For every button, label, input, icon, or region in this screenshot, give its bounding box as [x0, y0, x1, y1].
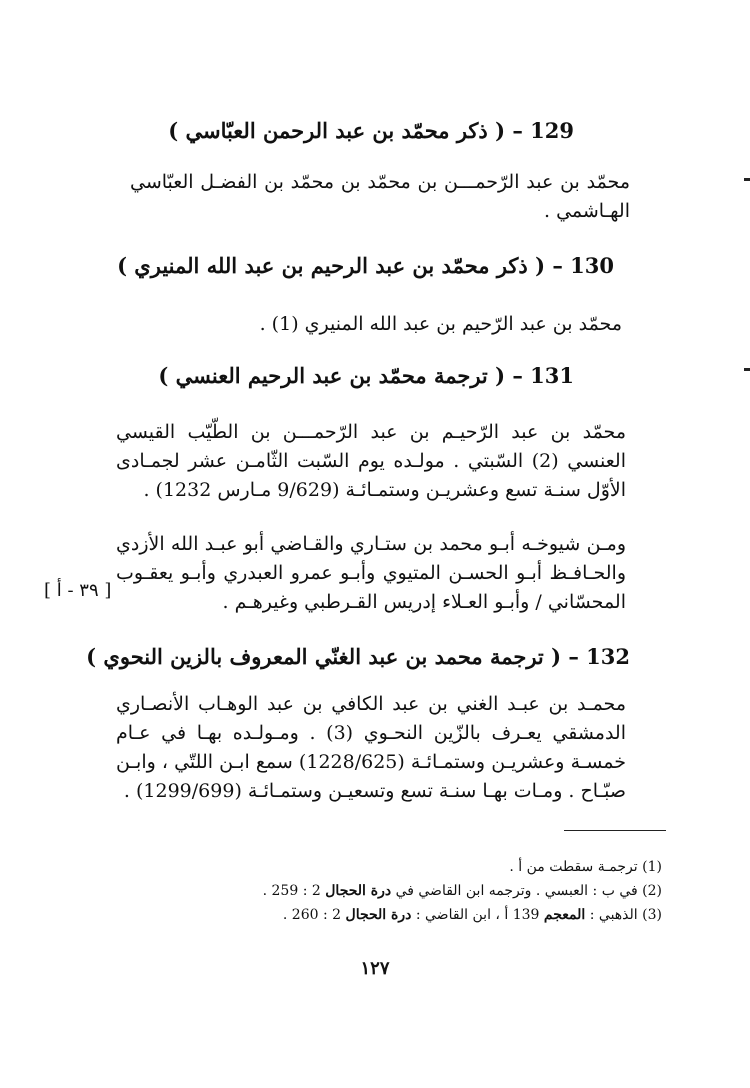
entry-body-131	[116, 418, 626, 505]
footnote-3: (3) الذهبي : المعجم 139 أ ، ابن القاضي : درة الحجال 2 : 260 .	[282, 907, 662, 923]
entry-body-131-teachers	[116, 530, 626, 617]
page-number: ١٢٧	[360, 958, 390, 979]
edge-mark	[744, 178, 750, 181]
footnote-separator	[564, 830, 666, 831]
entry-title: ( ذكر محمّد بن عبد الرحمن العبّاسي )	[168, 118, 506, 143]
entry-paragraph: ومـن شيوخـه أبـو محمد بن ستـاري والقـاضي أبو عبـد الله الأزدي والحـافـظ أبـو الحسـن المتيوي وأبـو عمرو العبدري وأبـو يعقـوب المحسّاني / وأبـو العـلاء إدريس القـرطبي وغيرهـم .	[116, 533, 626, 613]
entry-number: 132 –	[568, 644, 630, 669]
footnote-2: (2) في ب : العبسي . وترجمه ابن القاضي في درة الحجال 2 : 259 .	[262, 883, 662, 899]
entry-heading-132	[86, 644, 630, 669]
entry-body-130	[122, 310, 622, 339]
entry-body-129	[130, 168, 630, 226]
folio-reference: [ ٣٩ - أ ]	[44, 580, 112, 601]
entry-paragraph: محمّد بن عبد الرّحمـــن بن محمّد بن محمّد بن الفضـل العبّاسي الهـاشمي .	[130, 171, 630, 222]
entry-heading-130	[117, 253, 614, 278]
entry-paragraph: محمـد بن عبـد الغني بن عبد الكافي بن عبد الوهـاب الأنصـاري الدمشقي يعـرف بالزّين النحـوي (3) . ومـولـده بهـا في عـام خمسـة وعشريـن وستمـائـة (1228/625) سمع ابـن اللتّي ، وابـن صبّـاح . ومـات بهـا سنـة تسع وتسعيـن وستمـائـة (1299/699) .	[116, 693, 627, 802]
footnote-1: (1) ترجمـة سقطت من أ .	[509, 859, 662, 875]
entry-title: ( ذكر محمّد بن عبد الرحيم بن عبد الله المنيري )	[117, 253, 546, 278]
entry-number: 129 –	[512, 118, 574, 143]
entry-paragraph: محمّد بن عبد الرّحيم بن عبد الله المنيري (1) .	[259, 313, 622, 335]
entry-paragraph: محمّد بن عبد الرّحيـم بن عبد الرّحمـــن بن الطّيّب القيسي العنسي (2) السّبتي . مولـده يوم السّبت الثّامـن عشر لجمـادى الأوّل سنـة تسع وعشريـن وستمـائـة (9/629 مـارس 1232) .	[116, 421, 626, 501]
entry-title: ( ترجمة محمّد بن عبد الرحيم العنسي )	[158, 363, 506, 388]
entry-title: ( ترجمة محمد بن عبد الغنّي المعروف بالزين النحوي )	[86, 644, 562, 669]
entry-number: 131 –	[512, 363, 574, 388]
entry-heading-131	[158, 363, 574, 388]
entry-heading-129	[168, 118, 574, 143]
footnotes	[142, 855, 662, 927]
edge-mark	[744, 368, 750, 371]
entry-body-132	[116, 690, 626, 806]
entry-number: 130 –	[552, 253, 614, 278]
